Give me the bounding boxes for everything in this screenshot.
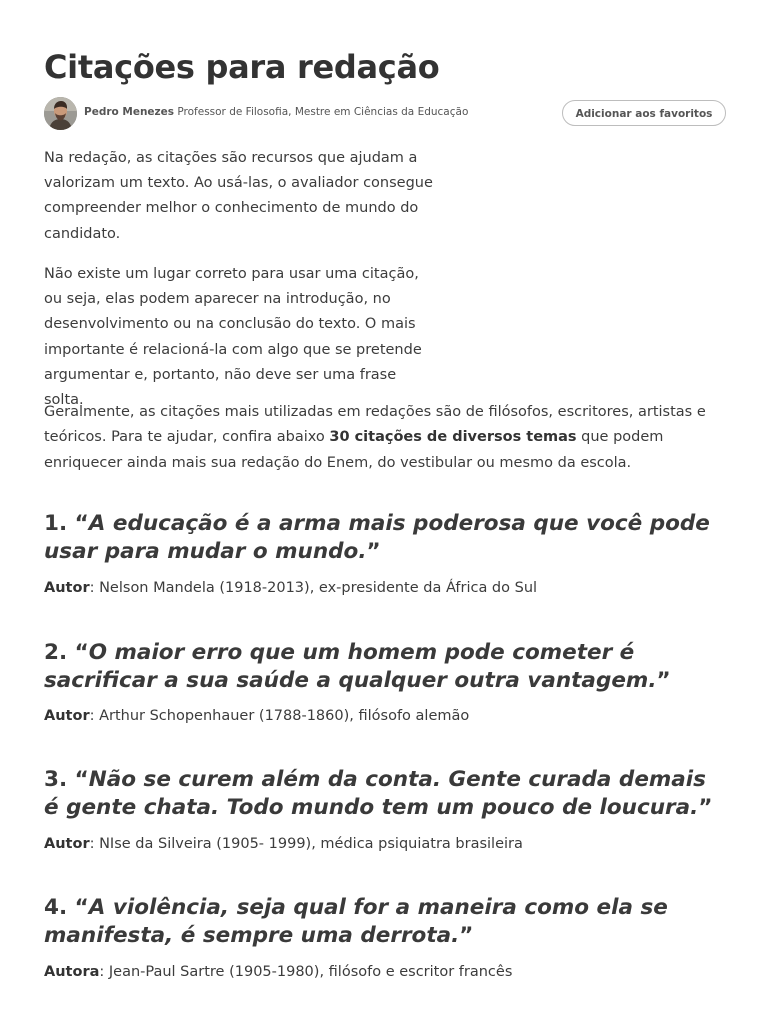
paragraph-2: Não existe um lugar correto para usar uma citação, ou seja, elas podem aparecer na introdução, no desenvolvimento ou na conclusão do texto. O mais importante é relacioná-la com algo que se pretende argumentar e, portanto, não deve ser uma frase solta.	[44, 266, 422, 409]
author-photo-icon	[44, 97, 77, 130]
quote-heading: 1. “A educação é a arma mais poderosa que você pode usar para mudar o mundo.”	[44, 511, 710, 564]
author-info	[84, 106, 468, 118]
quote-author	[44, 708, 469, 724]
author-bar	[44, 97, 728, 131]
author-role: Professor de Filosofia, Mestre em Ciências da Educação	[177, 106, 469, 118]
quote-author	[44, 580, 537, 596]
quote-number: 3.	[44, 767, 68, 792]
quote-number: 2.	[44, 640, 68, 665]
quote-heading: 3. “Não se curem além da conta. Gente curada demais é gente chata. Todo mundo tem um pouco de loucura.”	[44, 767, 713, 820]
quote-item	[44, 510, 728, 596]
quote-item	[44, 894, 728, 980]
quote-author-name: : NIse da Silveira (1905- 1999), médica psiquiatra brasileira	[89, 836, 523, 852]
quote-author-name: : Arthur Schopenhauer (1788-1860), filósofo alemão	[89, 708, 470, 724]
page-title: Citações para redação	[44, 48, 440, 86]
quote-author-label: Autor	[44, 836, 90, 852]
quote-number: 1.	[44, 511, 68, 536]
quote-text: O maior erro que um homem pode cometer é sacrificar a sua saúde a qualquer outra vantagem.	[44, 640, 657, 693]
quote-text: A violência, seja qual for a maneira como ela se manifesta, é sempre uma derrota.	[44, 895, 668, 948]
quote-heading: 4. “A violência, seja qual for a maneira como ela se manifesta, é sempre uma derrota.”	[44, 895, 668, 948]
quote-item	[44, 766, 728, 852]
quote-author	[44, 964, 512, 980]
quote-author	[44, 836, 523, 852]
quote-author-name: : Jean-Paul Sartre (1905-1980), filósofo e escritor francês	[99, 964, 513, 980]
paragraph-3-end: que podem enriquecer ainda mais sua redação do Enem, do vestibular ou mesmo da escola.	[44, 429, 664, 471]
paragraph-3-highlight: 30 citações de diversos temas	[329, 429, 577, 446]
quote-author-label: Autor	[44, 580, 90, 596]
quote-author-label: Autora	[44, 964, 100, 980]
quote-heading: 2. “O maior erro que um homem pode cometer é sacrificar a sua saúde a qualquer outra vantagem.”	[44, 640, 671, 693]
paragraph-1: Na redação, as citações são recursos que ajudam a valorizam um texto. Ao usá-las, o avaliador consegue compreender melhor o conhecimento de mundo do candidato.	[44, 150, 433, 242]
paragraph-3	[44, 400, 728, 476]
quote-text: A educação é a arma mais poderosa que você pode usar para mudar o mundo.	[44, 511, 710, 564]
add-to-favorites-button[interactable]: Adicionar aos favoritos	[562, 100, 726, 126]
paragraph-3-start: Geralmente, as citações mais utilizadas em redações são de filósofos, escritores, artistas e teóricos. Para te ajudar, confira abaixo	[44, 404, 706, 446]
quote-author-label: Autor	[44, 708, 90, 724]
quote-item	[44, 639, 728, 724]
quote-number: 4.	[44, 895, 68, 920]
avatar[interactable]	[44, 97, 77, 130]
quote-text: Não se curem além da conta. Gente curada demais é gente chata. Todo mundo tem um pouco de loucura.	[44, 767, 706, 820]
author-name[interactable]: Pedro Menezes	[84, 106, 175, 118]
quote-author-name: : Nelson Mandela (1918-2013), ex-presidente da África do Sul	[89, 580, 538, 596]
